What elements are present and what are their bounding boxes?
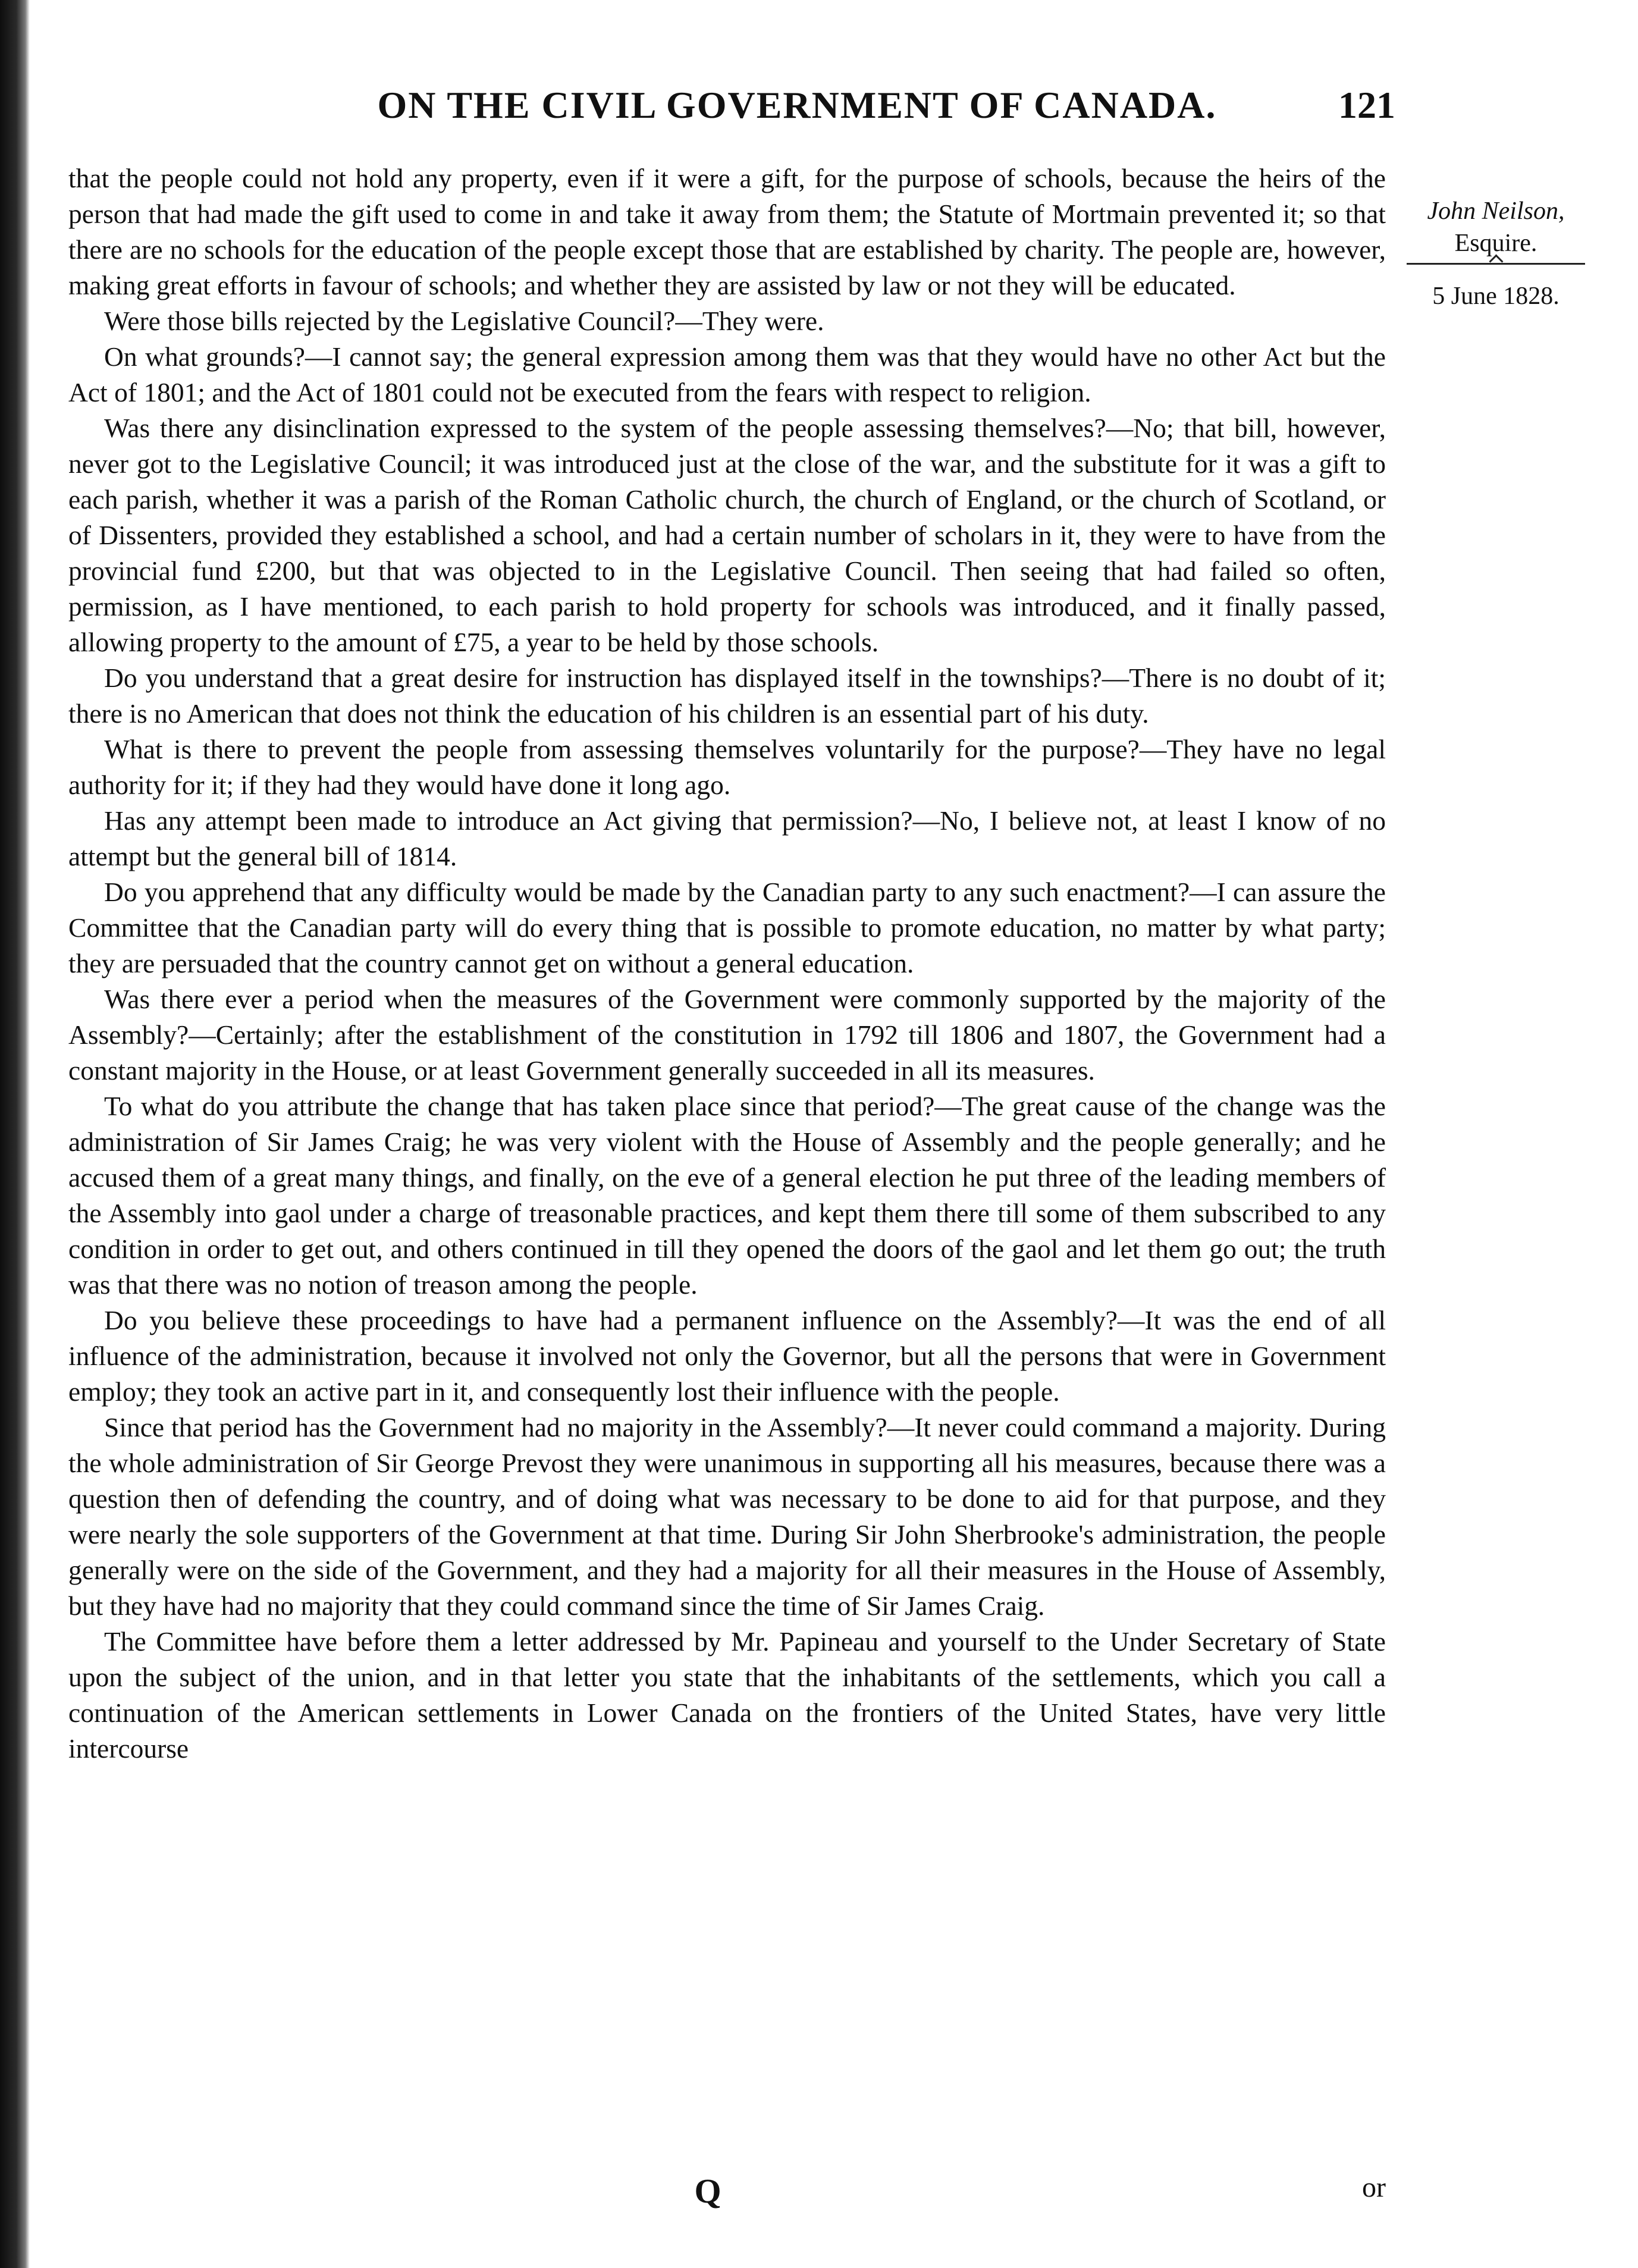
paragraph: Do you apprehend that any difficulty would be made by the Canadian party to any such enactment?—I can assure the Committee that the Canadian party will do every thing that is possible to promote education, no matter by what party; they are persuaded that the country cannot get on without a general education. <box>68 877 1386 978</box>
paragraph: Was there ever a period when the measures of the Government were commonly supported by the majority of the Assembly?—Certainly; after the establishment of the constitution in 1792 till 1806 and 1807, the Government had a constant majority in the House, or at least Government generally succeeded in all its measures. <box>68 984 1386 1086</box>
testimony-date: 5 June 1828. <box>1432 283 1559 310</box>
paragraph: What is there to prevent the people from assessing themselves voluntarily for the purpose?—They have no legal authority for it; if they had they would have done it long ago. <box>68 734 1386 800</box>
paragraph: To what do you attribute the change that has taken place since that period?—The great cause of the change was the administration of Sir James Craig; he was very violent with the House of Assembly and the people generally; and he accused them of a great many things, and finally, on the eve of a general election he put three of the leading members of the Assembly into gaol under a charge of treasonable practices, and kept them there till some of them subscribed to any condition in order to get out, and others continued in till they opened the doors of the gaol and let them go out; the truth was that there was no notion of treason among the people. <box>68 1091 1386 1300</box>
paragraph: On what grounds?—I cannot say; the general expression among them was that they would have no other Act but the Act of 1801; and the Act of 1801 could not be executed from the fears with respect to religion. <box>68 341 1386 407</box>
paragraph: Were those bills rejected by the Legislative Council?—They were. <box>104 306 824 336</box>
running-header: ON THE CIVIL GOVERNMENT OF CANADA. <box>377 84 1217 126</box>
paragraph: that the people could not hold any property, even if it were a gift, for the purpose of schools, because the heirs of the person that had made the gift used to come in and take it away from them; the Statute of Mortmain prevented it; so that there are no schools for the education of the people except those that are established by charity. The people are, however, making great efforts in favour of schools; and whether they are assisted by law or not they will be educated. <box>68 163 1386 300</box>
margin-note <box>1398 195 1594 312</box>
witness-title: Esquire. <box>1454 230 1537 257</box>
body-text <box>68 161 1386 1767</box>
page-number: 121 <box>1338 84 1395 126</box>
paragraph: The Committee have before them a letter addressed by Mr. Papineau and yourself to the Under Secretary of State upon the subject of the union, and in that letter you state that the inhabitants of the settlements, which you call a continuation of the American settlements in Lower Canada on the frontiers of the United States, have very little intercourse <box>68 1626 1386 1764</box>
paragraph: Has any attempt been made to introduce an Act giving that permission?—No, I believe not, at least I know of no attempt but the general bill of 1814. <box>68 805 1386 871</box>
paragraph: Was there any disinclination expressed to the system of the people assessing themselves?—No; that bill, however, never got to the Legislative Council; it was introduced just at the close of the war, and the substitute for it was a gift to each parish, whether it was a parish of the Roman Catholic church, the church of England, or the church of Scotland, or of Dissenters, provided they established a school, and had a certain number of scholars in it, they were to have from the provincial fund £200, but that was objected to in the Legislative Council. Then seeing that had failed so often, permission, as I have mentioned, to each parish to hold property for schools was introduced, and it finally passed, allowing property to the amount of £75, a year to be held by those schools. <box>68 413 1386 657</box>
book-binding-edge <box>0 0 30 2268</box>
paragraph: Do you believe these proceedings to have had a permanent influence on the Assembly?—It was the end of all influence of the administration, because it involved not only the Governor, but all the persons that were in Government employ; they took an active part in it, and consequently lost their influence with the people. <box>68 1305 1386 1407</box>
catchword: or <box>1362 2172 1386 2203</box>
paragraph: Do you understand that a great desire for instruction has displayed itself in the townships?—There is no doubt of it; there is no American that does not think the education of his children is an essential part of his duty. <box>68 663 1386 729</box>
paragraph: Since that period has the Government had no majority in the Assembly?—It never could command a majority. During the whole administration of Sir George Prevost they were unanimous in supporting all his measures, because there was a question then of defending the country, and of doing what was necessary to be done to aid for that purpose, and they were nearly the sole supporters of the Government at that time. During Sir John Sherbrooke's administration, the people generally were on the side of the Government, and they had a majority for all their measures in the House of Assembly, but they have had no majority that they could command since the time of Sir James Craig. <box>68 1412 1386 1621</box>
witness-name: John Neilson, <box>1427 197 1565 225</box>
brace-mark <box>1407 263 1585 278</box>
signature-mark: Q <box>694 2172 721 2210</box>
